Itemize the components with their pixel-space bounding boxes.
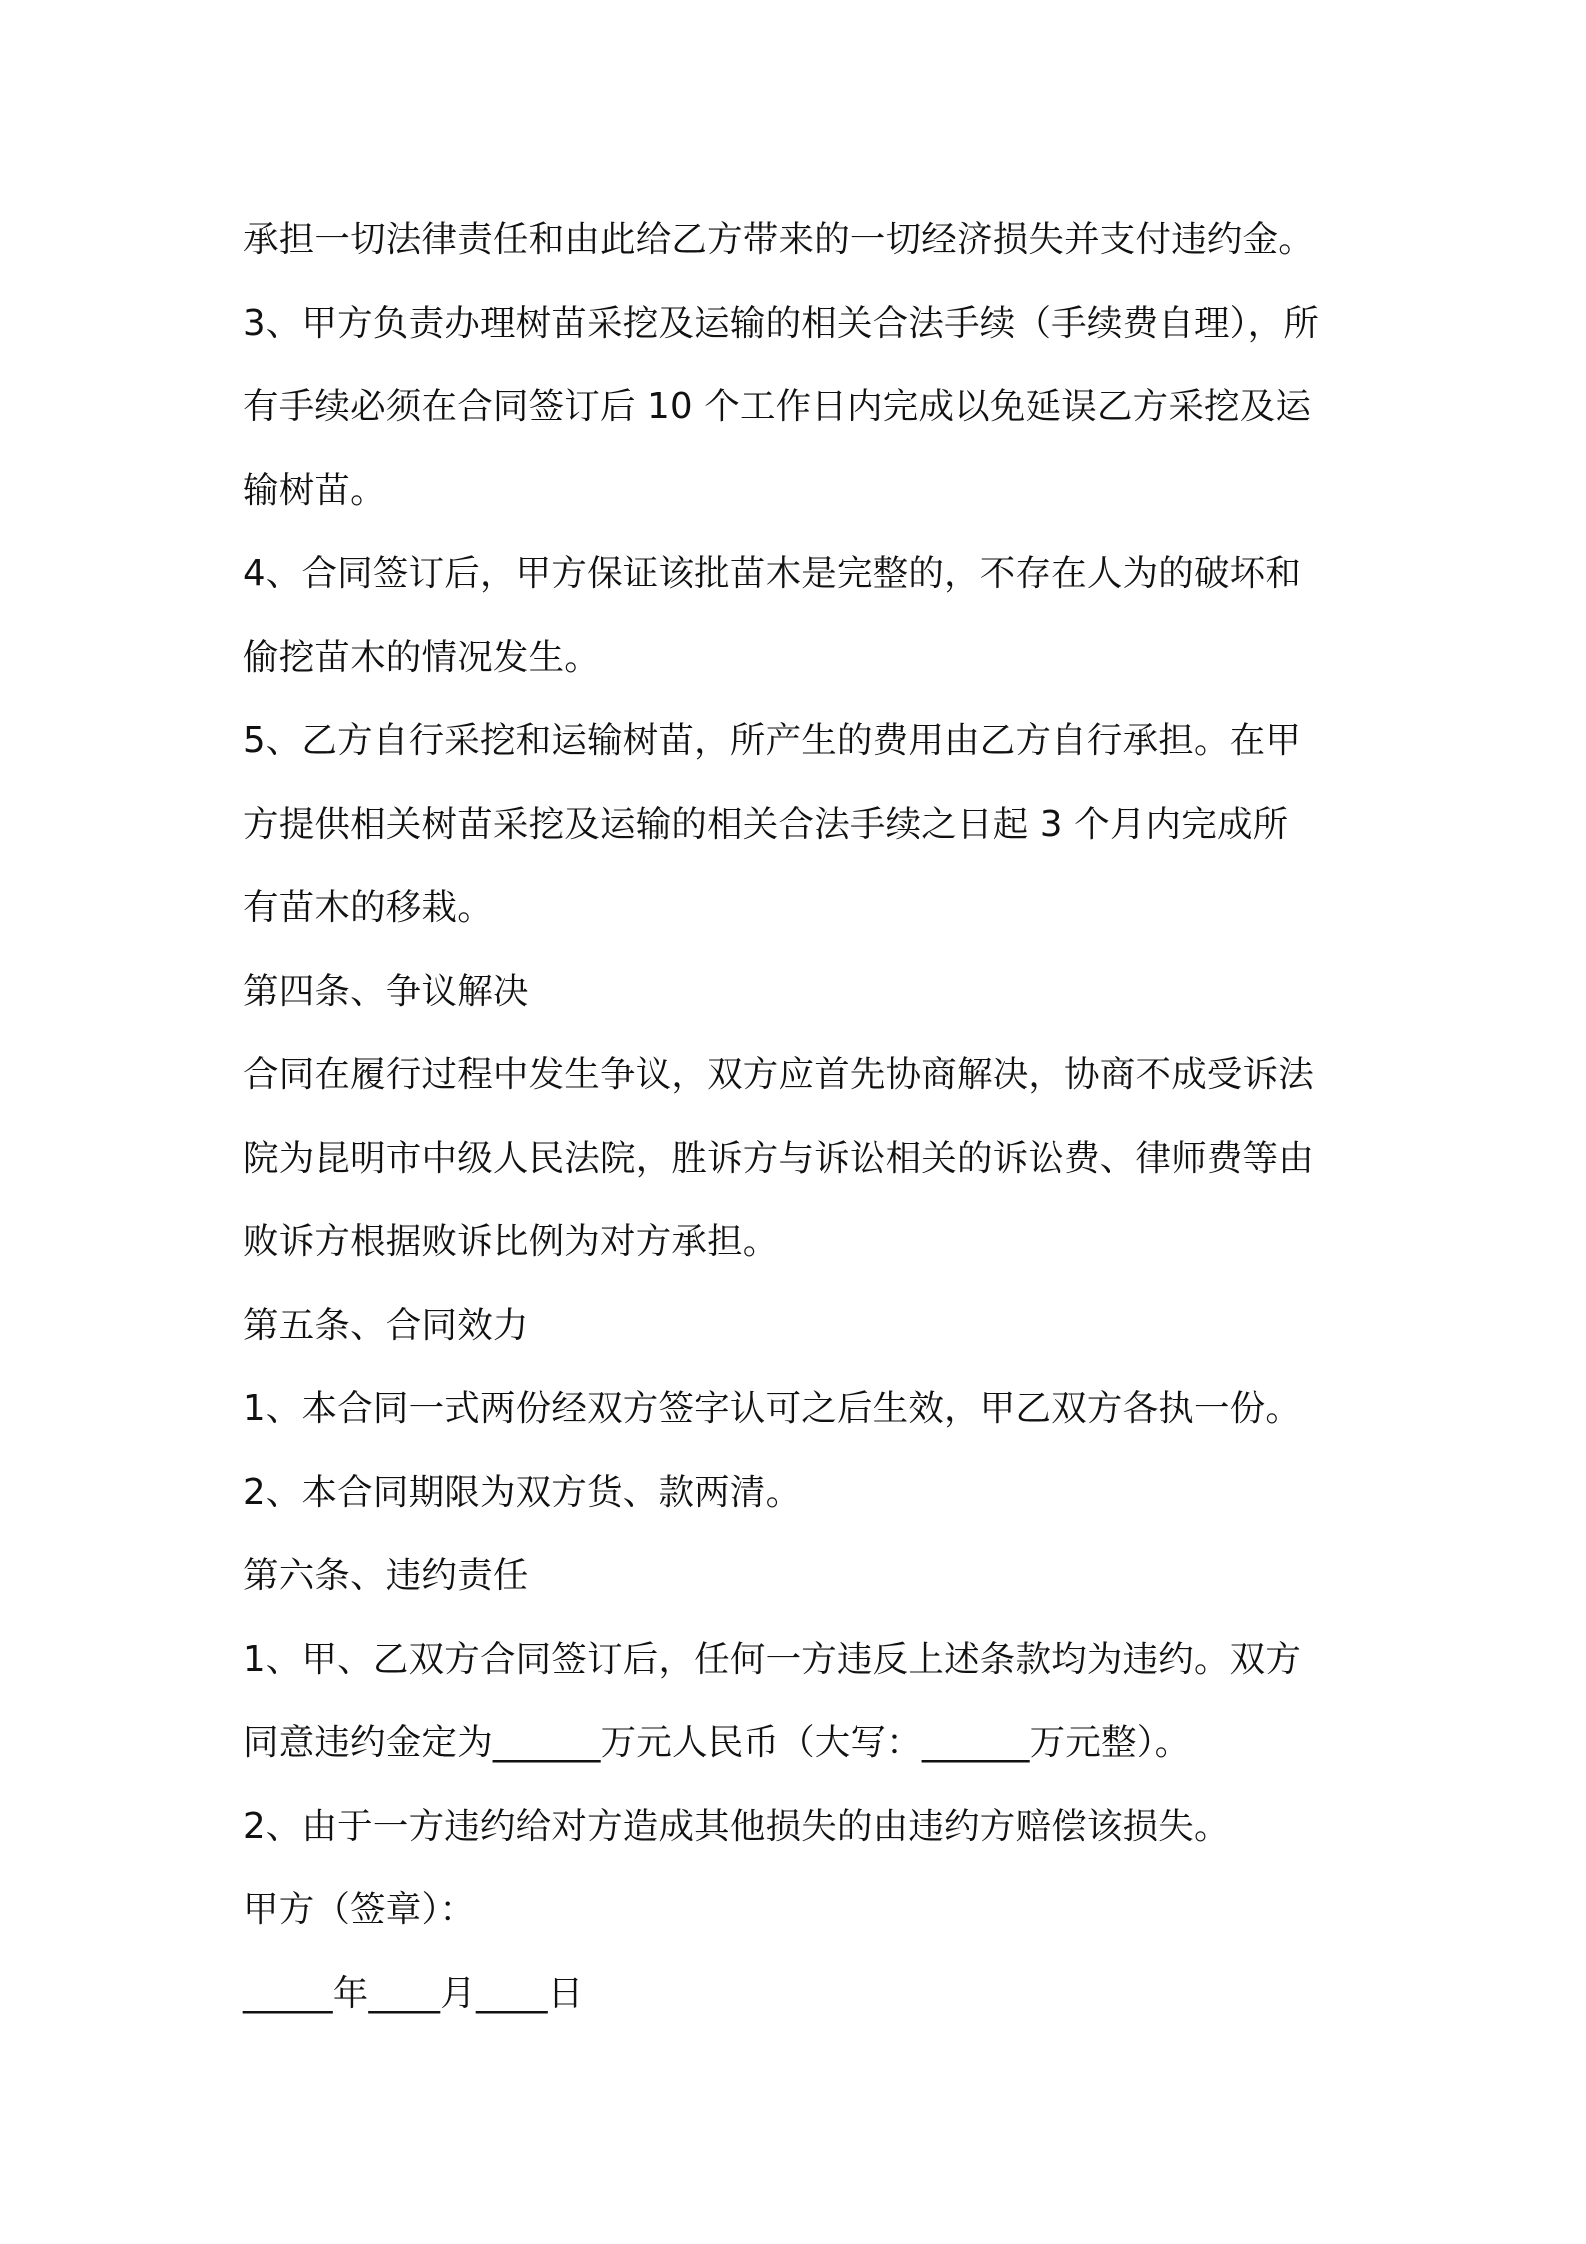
text-line: 输树苗。	[243, 469, 386, 511]
text-line: 方提供相关树苗采挖及运输的相关合法手续之日起 3 个月内完成所	[243, 803, 1289, 845]
text-line: 有手续必须在合同签订后 10 个工作日内完成以免延误乙方采挖及运	[243, 386, 1312, 427]
text-line: 同意违约金定为______万元人民币（大写：______万元整）。	[243, 1722, 1191, 1763]
signature-label: 甲方（签章）：	[243, 1889, 476, 1930]
text-line: 3、甲方负责办理树苗采挖及运输的相关合法手续（手续费自理），所	[243, 302, 1320, 344]
text-line: 2、本合同期限为双方货、款两清。	[243, 1471, 802, 1513]
text-line: 1、甲、乙双方合同签订后，任何一方违反上述条款均为违约。双方	[243, 1638, 1302, 1680]
section-heading: 第四条、争议解决	[243, 970, 529, 1012]
text-line: 1、本合同一式两份经双方签字认可之后生效，甲乙双方各执一份。	[243, 1388, 1302, 1429]
text-line: 5、乙方自行采挖和运输树苗，所产生的费用由乙方自行承担。在甲	[243, 720, 1302, 761]
text-line: 承担一切法律责任和由此给乙方带来的一切经济损失并支付违约金。	[243, 219, 1315, 260]
text-line: 2、由于一方违约给对方造成其他损失的由违约方赔偿该损失。	[243, 1805, 1230, 1847]
document-body	[243, 198, 1363, 2035]
text-line: 院为昆明市中级人民法院，胜诉方与诉讼相关的诉讼费、律师费等由	[243, 1137, 1315, 1179]
text-line: 合同在履行过程中发生争议，双方应首先协商解决，协商不成受诉法	[243, 1054, 1315, 1095]
text-line: 4、合同签订后，甲方保证该批苗木是完整的，不存在人为的破坏和	[243, 553, 1302, 594]
text-line: 有苗木的移栽。	[243, 887, 493, 928]
text-line: 偷挖苗木的情况发生。	[243, 636, 601, 678]
date-line: _____年____月____日	[243, 1972, 584, 2014]
text-line: 败诉方根据败诉比例为对方承担。	[243, 1221, 779, 1262]
section-heading: 第六条、违约责任	[243, 1555, 529, 1596]
section-heading: 第五条、合同效力	[243, 1304, 529, 1346]
